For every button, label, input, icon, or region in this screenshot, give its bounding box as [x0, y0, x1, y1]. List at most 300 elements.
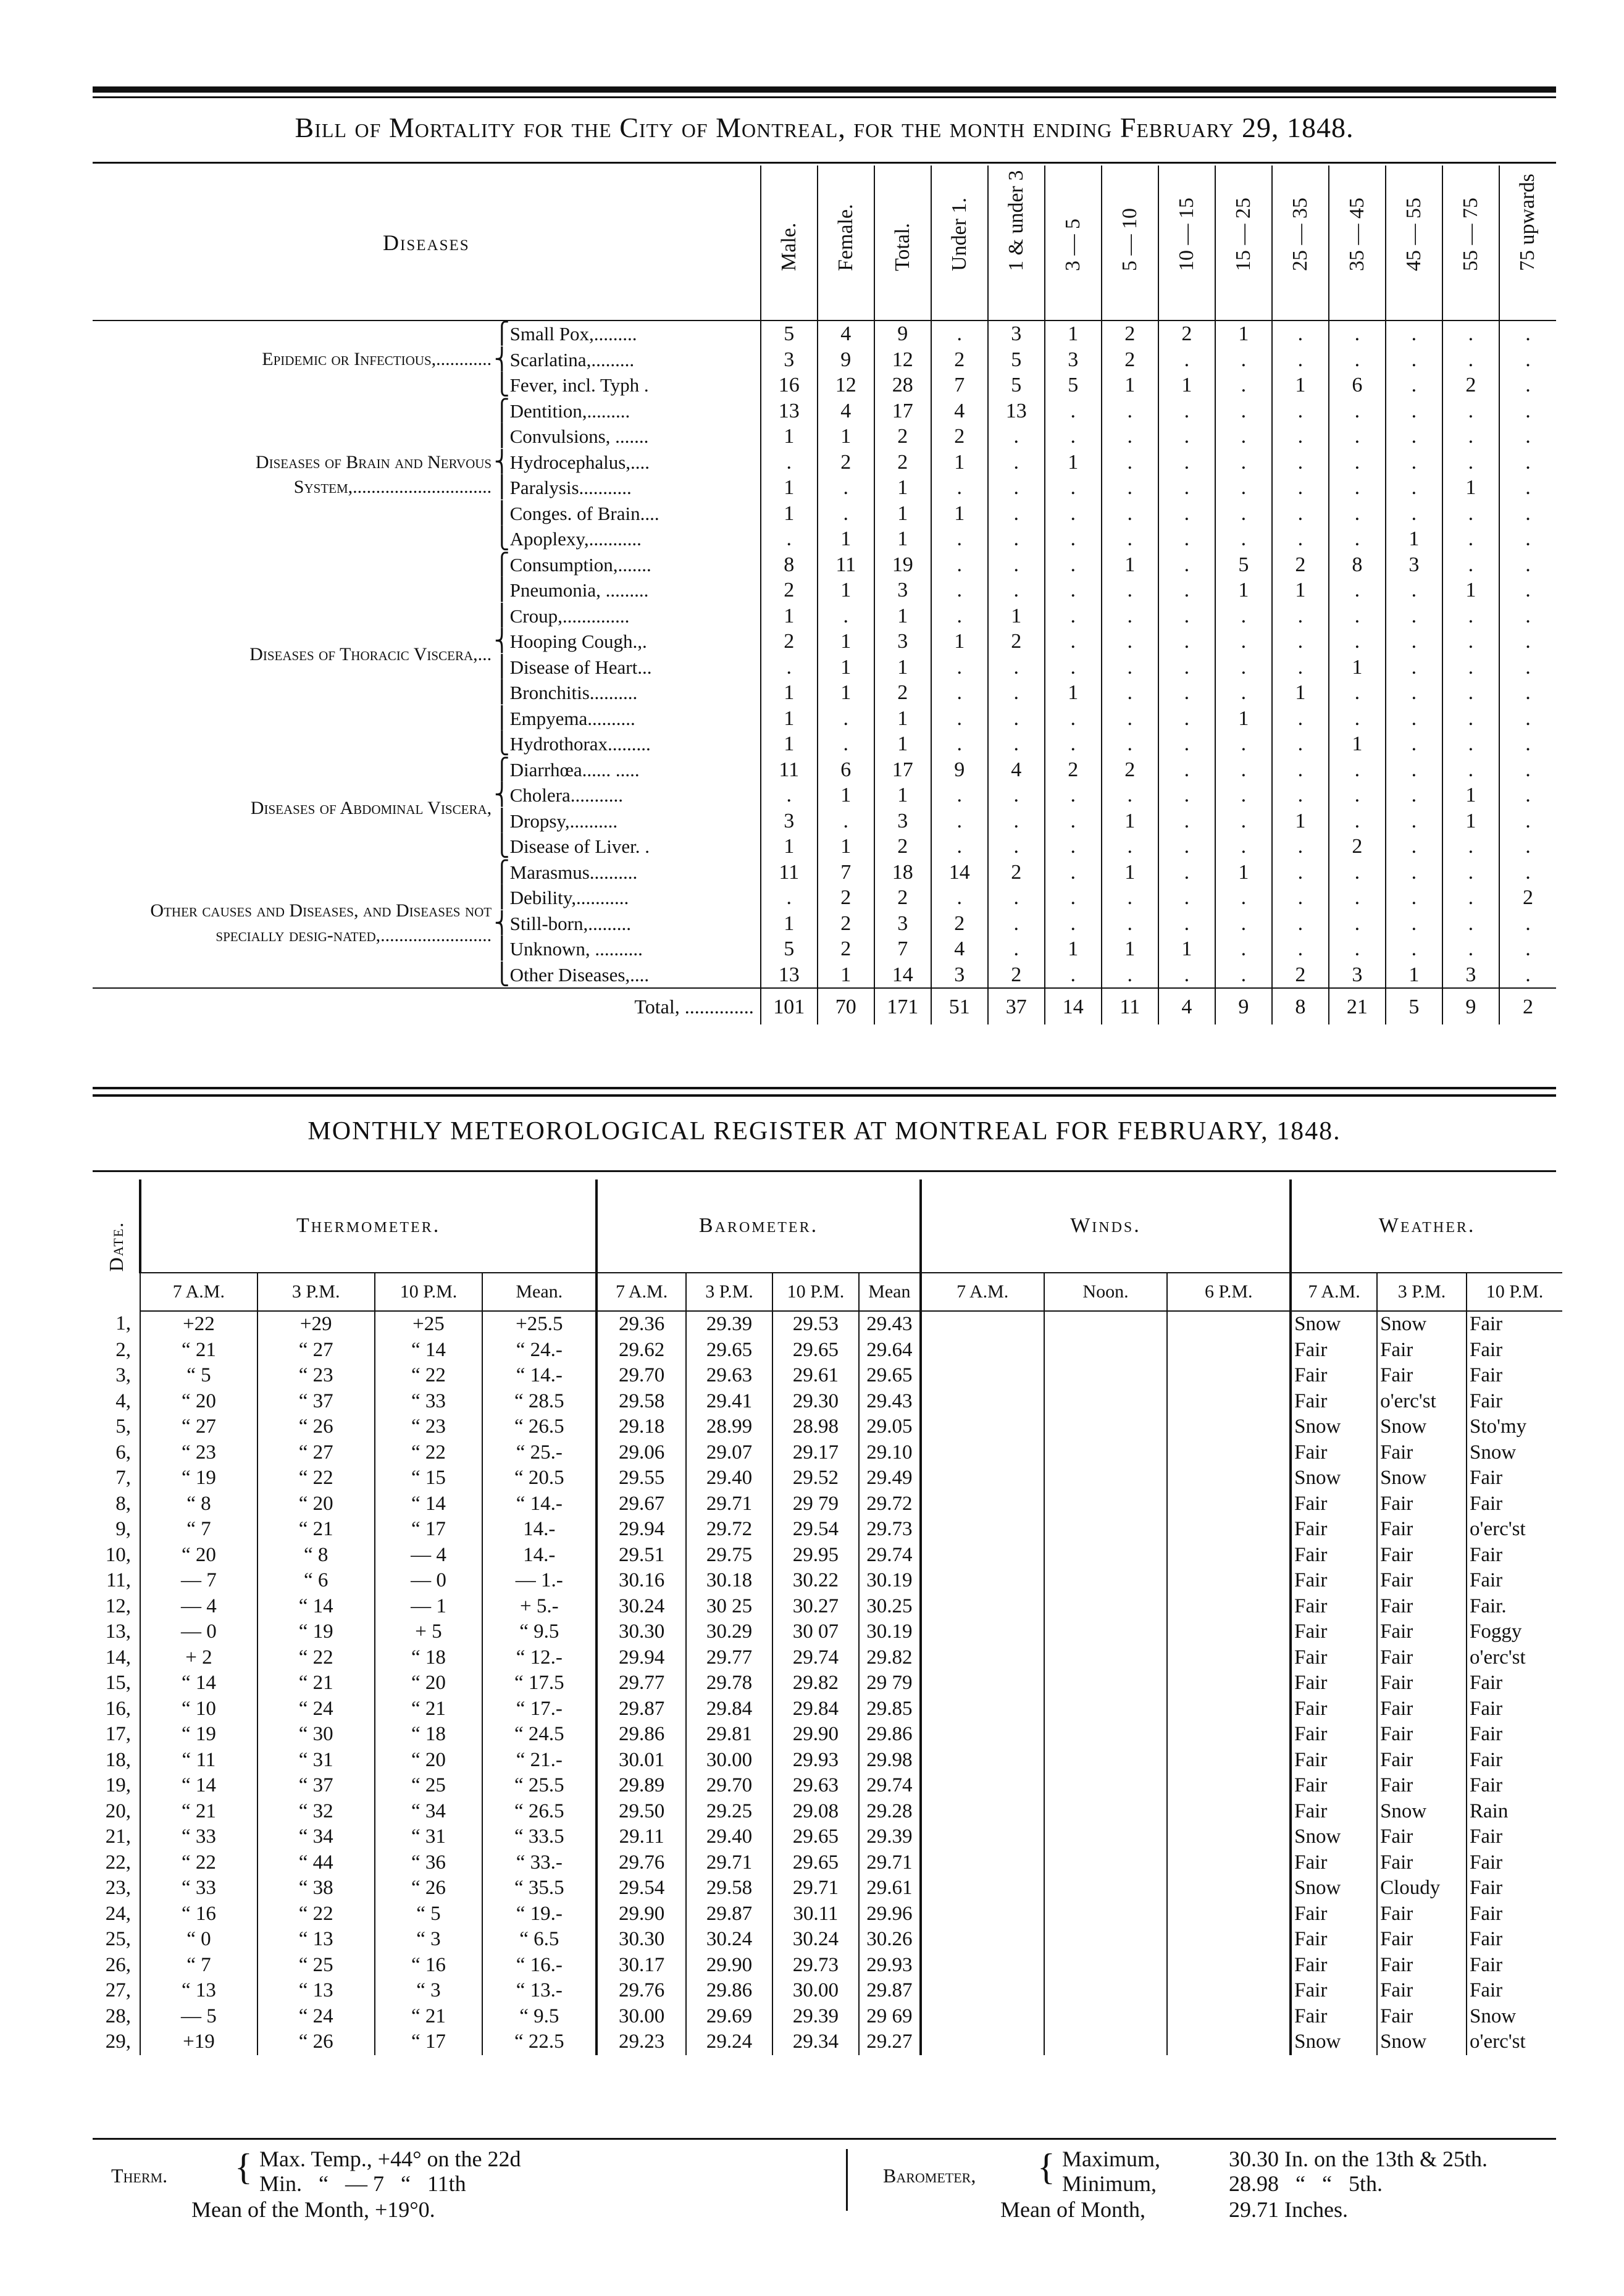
- date-text: 1,: [115, 1312, 131, 1334]
- weather-cell: Fair: [1467, 1978, 1562, 2004]
- count-cell: .: [1215, 757, 1272, 783]
- group-brace: ⎪: [494, 655, 510, 679]
- barometer-cell: 29.90: [686, 1953, 772, 1979]
- count-cell: .: [1386, 501, 1442, 527]
- count-cell: .: [1158, 808, 1215, 834]
- thermometer-cell: “ 14: [257, 1594, 375, 1620]
- weather-day-row: [139, 1594, 1562, 1620]
- thermometer-cell: “ 18: [375, 1645, 483, 1671]
- count-cell: .: [1329, 936, 1386, 962]
- count-cell: .: [988, 424, 1045, 450]
- count-cell: .: [1272, 398, 1329, 424]
- thermometer-cell: “ 21: [375, 1696, 483, 1722]
- count-cell: 3: [761, 808, 818, 834]
- wind-cell: [921, 1645, 1044, 1671]
- barometer-cell: 29.07: [686, 1440, 772, 1466]
- weather-cell: Fair: [1467, 1491, 1562, 1517]
- date-text: 15,: [105, 1672, 131, 1694]
- group-brace: ⎧: [494, 758, 510, 781]
- weather-cell: o'erc'st: [1377, 1389, 1467, 1415]
- wind-cell: [1044, 1696, 1168, 1722]
- baro-max: 30.30 In. on the 13th & 25th.: [1229, 2147, 1488, 2171]
- count-cell: .: [1386, 450, 1442, 476]
- weather-day-row: [139, 1850, 1562, 1876]
- count-cell: .: [931, 321, 988, 347]
- thermometer-cell: — 0: [375, 1568, 483, 1594]
- weather-cell: Fair: [1291, 1850, 1377, 1876]
- count-cell: .: [931, 834, 988, 860]
- wind-cell: [921, 1978, 1044, 2004]
- weather-day-row: [139, 1799, 1562, 1825]
- thermometer-cell: “ 22: [257, 1465, 375, 1491]
- weather-cell: Snow: [1377, 1799, 1467, 1825]
- weather-cell: Fair: [1377, 1670, 1467, 1696]
- weather-cell: o'erc'st: [1467, 2029, 1562, 2055]
- weather-day-row: [139, 1645, 1562, 1671]
- age-column-label: 15 — 25: [1231, 198, 1255, 271]
- count-cell: .: [1442, 936, 1499, 962]
- count-cell: .: [1272, 731, 1329, 757]
- barometer-cell: 30.19: [859, 1568, 921, 1594]
- weather-cell: Fair: [1377, 1953, 1467, 1979]
- count-cell: 2: [818, 911, 874, 937]
- barometer-cell: 29.74: [859, 1773, 921, 1799]
- thermometer-cell: “ 25: [375, 1773, 483, 1799]
- count-cell: .: [1158, 629, 1215, 655]
- barometer-cell: 29.87: [686, 1901, 772, 1927]
- date-cell: [115, 1517, 140, 1543]
- wind-cell: [1167, 1748, 1291, 1774]
- group-brace: ⎨: [494, 911, 510, 935]
- disease-row: [93, 398, 1556, 424]
- age-column-label: 5 — 10: [1118, 208, 1141, 271]
- barometer-cell: 29.86: [596, 1722, 686, 1748]
- thermometer-cell: “ 11: [140, 1748, 257, 1774]
- wind-cell: [921, 1953, 1044, 1979]
- count-cell: .: [1045, 577, 1102, 603]
- barometer-cell: 29.89: [596, 1773, 686, 1799]
- wind-cell: [1167, 1619, 1291, 1645]
- date-cell: [105, 1619, 140, 1645]
- mortality-header-row: [93, 165, 1556, 321]
- therm-7am-header: 7 A.M.: [140, 1273, 257, 1311]
- weather-cell: Fair: [1467, 1696, 1562, 1722]
- wind-cell: [1044, 1978, 1168, 2004]
- wind-cell: [921, 1568, 1044, 1594]
- weather-cell: Snow: [1291, 1875, 1377, 1901]
- count-cell: .: [1386, 347, 1442, 373]
- barometer-cell: 29.96: [859, 1901, 921, 1927]
- wind-cell: [1044, 1824, 1168, 1850]
- count-cell: .: [1045, 629, 1102, 655]
- thermometer-cell: “ 28.5: [482, 1389, 596, 1415]
- count-cell: .: [931, 706, 988, 732]
- count-cell: .: [988, 680, 1045, 706]
- count-cell: .: [1329, 321, 1386, 347]
- total-label: Total, ..............: [93, 988, 761, 1024]
- thermometer-cell: “ 9.5: [482, 1619, 596, 1645]
- thermometer-header: Thermometer.: [140, 1179, 596, 1273]
- thermometer-cell: “ 20: [257, 1491, 375, 1517]
- thermometer-cell: “ 22: [257, 1901, 375, 1927]
- group-brace: ⎪: [494, 809, 510, 832]
- disease-name: Paralysis...........: [509, 477, 632, 499]
- age-column-label: 75 upwards: [1516, 174, 1539, 271]
- disease-group-label: Diseases of Thoracic Viscera,...: [249, 643, 492, 664]
- thermometer-cell: “ 17: [375, 1517, 483, 1543]
- count-cell: .: [1272, 424, 1329, 450]
- group-brace: ⎪: [494, 425, 510, 448]
- therm-max: Max. Temp., +44° on the 22d: [259, 2147, 521, 2171]
- group-brace: ⎨: [494, 450, 510, 474]
- baro-mean-header: Mean: [859, 1273, 921, 1311]
- weather-day-row: [139, 1440, 1562, 1466]
- weather-cell: Fair: [1467, 1722, 1562, 1748]
- disease-name: Bronchitis..........: [509, 682, 638, 704]
- weather-cell: Snow: [1467, 2004, 1562, 2030]
- barometer-cell: 29.52: [772, 1465, 859, 1491]
- wind-cell: [921, 1338, 1044, 1364]
- count-cell: 8: [761, 552, 818, 578]
- thermometer-cell: + 5.-: [482, 1594, 596, 1620]
- weather-cell: Fair: [1377, 1440, 1467, 1466]
- count-cell: 1: [988, 603, 1045, 629]
- wind-cell: [921, 1543, 1044, 1569]
- wind-cell: [1044, 1440, 1168, 1466]
- count-cell: 2: [1442, 372, 1499, 398]
- age-column-label: 35 — 45: [1345, 198, 1368, 271]
- thermometer-cell: “ 19: [257, 1619, 375, 1645]
- date-text: 23,: [105, 1877, 131, 1899]
- wind-cell: [921, 1440, 1044, 1466]
- thermometer-cell: “ 25: [257, 1953, 375, 1979]
- barometer-cell: 29.54: [596, 1875, 686, 1901]
- date-text: 5,: [115, 1415, 131, 1438]
- count-cell: 1: [761, 424, 818, 450]
- therm-3pm-header: 3 P.M.: [257, 1273, 375, 1311]
- weather-day-row: [139, 1978, 1562, 2004]
- count-cell: .: [1386, 782, 1442, 808]
- weather-cell: Fair: [1291, 1722, 1377, 1748]
- count-cell: 2: [931, 424, 988, 450]
- barometer-cell: 29.81: [686, 1722, 772, 1748]
- weather-cell: Fair: [1377, 1543, 1467, 1569]
- barometer-cell: 29.63: [686, 1363, 772, 1389]
- thermometer-cell: “ 25.5: [482, 1773, 596, 1799]
- weather-cell: Fair: [1467, 1850, 1562, 1876]
- count-cell: .: [1272, 911, 1329, 937]
- barometer-cell: 29.75: [686, 1543, 772, 1569]
- barometer-cell: 29 69: [859, 2004, 921, 2030]
- wind-cell: [921, 1389, 1044, 1415]
- wind-cell: [1167, 1311, 1291, 1338]
- thermometer-cell: +29: [257, 1311, 375, 1338]
- wind-cell: [921, 1465, 1044, 1491]
- count-cell: .: [1045, 424, 1102, 450]
- thermometer-cell: 14.-: [482, 1543, 596, 1569]
- barometer-cell: 30.16: [596, 1568, 686, 1594]
- weather-cell: Fair: [1291, 1953, 1377, 1979]
- barometer-cell: 29.55: [596, 1465, 686, 1491]
- date-text: 27,: [105, 1979, 131, 2001]
- thermometer-cell: “ 7: [140, 1517, 257, 1543]
- age-column-label: 55 — 75: [1459, 198, 1482, 271]
- wind-cell: [1167, 1850, 1291, 1876]
- count-cell: .: [1442, 424, 1499, 450]
- count-cell: .: [1272, 603, 1329, 629]
- count-cell: .: [818, 603, 874, 629]
- count-cell: .: [1215, 501, 1272, 527]
- weather-cell: Fair: [1377, 1568, 1467, 1594]
- count-cell: 7: [874, 936, 931, 962]
- count-cell: 12: [874, 347, 931, 373]
- wind-cell: [921, 1517, 1044, 1543]
- count-cell: 3: [761, 347, 818, 373]
- barometer-cell: 29.49: [859, 1465, 921, 1491]
- count-cell: .: [818, 731, 874, 757]
- wind-cell: [1167, 1543, 1291, 1569]
- count-cell: .: [931, 680, 988, 706]
- date-text: 13,: [105, 1620, 131, 1643]
- count-cell: 1: [1102, 552, 1158, 578]
- barometer-cell: 28.98: [772, 1414, 859, 1440]
- weather-day-row: [139, 1543, 1562, 1569]
- date-cell: [105, 1748, 140, 1774]
- weather-cell: Fair: [1377, 1645, 1467, 1671]
- count-cell: 1: [1215, 321, 1272, 347]
- count-cell: 1: [874, 526, 931, 552]
- count-cell: .: [1442, 347, 1499, 373]
- count-cell: 4: [931, 936, 988, 962]
- group-brace: ⎪: [494, 937, 510, 961]
- count-cell: 1: [874, 731, 931, 757]
- date-text: 24,: [105, 1902, 131, 1925]
- count-cell: .: [1329, 782, 1386, 808]
- wind-cell: [1044, 1491, 1168, 1517]
- barometer-cell: 29.08: [772, 1799, 859, 1825]
- count-cell: 28: [874, 372, 931, 398]
- baro-7am-header: 7 A.M.: [596, 1273, 686, 1311]
- barometer-cell: 30.01: [596, 1748, 686, 1774]
- count-cell: .: [1215, 680, 1272, 706]
- age-column-header: [1442, 165, 1499, 321]
- barometer-cell: 29.43: [859, 1311, 921, 1338]
- barometer-cell: 30.11: [772, 1901, 859, 1927]
- group-brace: ⎪: [494, 681, 510, 705]
- count-cell: .: [761, 526, 818, 552]
- thermometer-cell: “ 13.-: [482, 1978, 596, 2004]
- count-cell: .: [1329, 808, 1386, 834]
- count-cell: .: [1158, 475, 1215, 501]
- thermometer-cell: “ 22: [257, 1645, 375, 1671]
- winds-header: Winds.: [921, 1179, 1291, 1273]
- weather-day-row: [139, 1696, 1562, 1722]
- weather-cell: Snow: [1291, 1465, 1377, 1491]
- weather-cell: Sto'my: [1467, 1414, 1562, 1440]
- weather-cell: Fair: [1377, 2004, 1467, 2030]
- wind-cell: [1167, 1953, 1291, 1979]
- thermometer-cell: “ 14: [140, 1773, 257, 1799]
- thermometer-cell: “ 7: [140, 1953, 257, 1979]
- disease-name: Conges. of Brain....: [509, 502, 659, 524]
- count-cell: .: [1386, 680, 1442, 706]
- count-cell: .: [1215, 450, 1272, 476]
- barometer-cell: 29.67: [596, 1491, 686, 1517]
- count-cell: 1: [761, 501, 818, 527]
- barometer-cell: 29.39: [859, 1824, 921, 1850]
- count-cell: .: [1442, 450, 1499, 476]
- count-cell: 5: [988, 347, 1045, 373]
- count-cell: .: [1329, 706, 1386, 732]
- age-column-label: Male.: [777, 222, 800, 271]
- group-brace: ⎪: [494, 706, 510, 730]
- count-cell: .: [931, 577, 988, 603]
- barometer-cell: 29.71: [859, 1850, 921, 1876]
- weather-cell: Snow: [1377, 1414, 1467, 1440]
- total-cell: 4: [1158, 988, 1215, 1024]
- count-cell: .: [1102, 398, 1158, 424]
- barometer-cell: 29.94: [596, 1517, 686, 1543]
- barometer-cell: 29.23: [596, 2029, 686, 2055]
- count-cell: .: [1272, 782, 1329, 808]
- wind-cell: [921, 1696, 1044, 1722]
- barometer-cell: 28.99: [686, 1414, 772, 1440]
- barometer-cell: 30.24: [686, 1927, 772, 1953]
- count-cell: .: [1499, 808, 1556, 834]
- wind-cell: [1167, 1594, 1291, 1620]
- count-cell: .: [1045, 962, 1102, 989]
- total-row: [93, 988, 1556, 1024]
- count-cell: 13: [761, 398, 818, 424]
- count-cell: 17: [874, 757, 931, 783]
- count-cell: 3: [874, 911, 931, 937]
- weather-day-row: [139, 2029, 1562, 2055]
- count-cell: 2: [1102, 347, 1158, 373]
- wind-cell: [1044, 1773, 1168, 1799]
- barometer-cell: 29.77: [686, 1645, 772, 1671]
- disease-group-label: Diseases of Brain and Nervous System,..............................: [255, 452, 492, 497]
- disease-name: Hydrothorax.........: [509, 733, 651, 755]
- therm-10pm-header: 10 P.M.: [375, 1273, 483, 1311]
- count-cell: .: [1499, 706, 1556, 732]
- barometer-cell: 29.58: [596, 1389, 686, 1415]
- barometer-cell: 29.84: [772, 1696, 859, 1722]
- disease-name: Disease of Heart...: [509, 656, 652, 678]
- count-cell: .: [1158, 655, 1215, 681]
- count-cell: .: [1102, 680, 1158, 706]
- count-cell: .: [1329, 757, 1386, 783]
- disease-group-label: Other causes and Diseases, and Diseases not specially desig-nated,........................: [150, 900, 492, 946]
- date-cell: [105, 2004, 140, 2030]
- count-cell: 1: [874, 501, 931, 527]
- count-cell: .: [988, 808, 1045, 834]
- count-cell: .: [1215, 526, 1272, 552]
- count-cell: .: [761, 655, 818, 681]
- thermometer-cell: “ 33: [375, 1389, 483, 1415]
- count-cell: 1: [818, 526, 874, 552]
- barometer-cell: 30.25: [859, 1594, 921, 1620]
- weather-cell: Snow: [1291, 1824, 1377, 1850]
- count-cell: 1: [874, 655, 931, 681]
- count-cell: .: [988, 577, 1045, 603]
- count-cell: 13: [761, 962, 818, 989]
- count-cell: .: [1386, 757, 1442, 783]
- count-cell: .: [1102, 834, 1158, 860]
- count-cell: 1: [818, 424, 874, 450]
- thermometer-cell: “ 21: [140, 1799, 257, 1825]
- winds-6pm-header: 6 P.M.: [1167, 1273, 1291, 1311]
- weather-day-row: [139, 1389, 1562, 1415]
- count-cell: .: [1272, 475, 1329, 501]
- barometer-cell: 29.71: [772, 1875, 859, 1901]
- count-cell: .: [988, 475, 1045, 501]
- mortality-body: [93, 321, 1556, 1024]
- count-cell: .: [1102, 731, 1158, 757]
- count-cell: .: [818, 706, 874, 732]
- group-brace: ⎧: [494, 322, 510, 346]
- date-text: 20,: [105, 1800, 131, 1822]
- count-cell: 9: [931, 757, 988, 783]
- thermometer-cell: “ 17: [375, 2029, 483, 2055]
- count-cell: 1: [874, 603, 931, 629]
- count-cell: .: [1499, 860, 1556, 886]
- wind-cell: [921, 1875, 1044, 1901]
- count-cell: .: [988, 552, 1045, 578]
- weather-cell: Fair: [1291, 1594, 1377, 1620]
- date-cell: [105, 1670, 140, 1696]
- wind-cell: [921, 1414, 1044, 1440]
- disease-name: Other Diseases,....: [509, 963, 650, 986]
- count-cell: .: [1272, 629, 1329, 655]
- weather-cell: Snow: [1467, 1440, 1562, 1466]
- winds-noon-header: Noon.: [1044, 1273, 1168, 1311]
- met-group-header-row: [139, 1179, 1562, 1273]
- wind-cell: [1044, 1338, 1168, 1364]
- wind-cell: [921, 1748, 1044, 1774]
- count-cell: 2: [874, 885, 931, 911]
- footer-divider: [846, 2149, 848, 2211]
- count-cell: .: [1499, 936, 1556, 962]
- disease-name: Small Pox,.........: [509, 323, 637, 345]
- count-cell: .: [1329, 577, 1386, 603]
- count-cell: 1: [761, 706, 818, 732]
- thermometer-cell: “ 13: [257, 1927, 375, 1953]
- date-cell: [115, 1440, 140, 1466]
- barometer-cell: 29.05: [859, 1414, 921, 1440]
- count-cell: 14: [931, 860, 988, 886]
- count-cell: .: [1272, 706, 1329, 732]
- weather-cell: Fair: [1377, 1722, 1467, 1748]
- barometer-cell: 30.00: [686, 1748, 772, 1774]
- group-brace: ⎧: [494, 399, 510, 422]
- age-column-header: [1215, 165, 1272, 321]
- count-cell: 2: [988, 629, 1045, 655]
- barometer-cell: 29.95: [772, 1543, 859, 1569]
- count-cell: 2: [874, 834, 931, 860]
- count-cell: 13: [988, 398, 1045, 424]
- thermometer-cell: “ 6.5: [482, 1927, 596, 1953]
- baro-3pm-header: 3 P.M.: [686, 1273, 772, 1311]
- count-cell: .: [1499, 911, 1556, 937]
- weather-cell: Fair: [1291, 2004, 1377, 2030]
- weather-cell: Fair: [1377, 1619, 1467, 1645]
- weather-cell: Fair: [1291, 1799, 1377, 1825]
- date-cell: [115, 1389, 140, 1415]
- wind-cell: [1167, 1670, 1291, 1696]
- weather-day-row: [139, 1338, 1562, 1364]
- count-cell: .: [1102, 501, 1158, 527]
- date-text: 11,: [106, 1569, 131, 1591]
